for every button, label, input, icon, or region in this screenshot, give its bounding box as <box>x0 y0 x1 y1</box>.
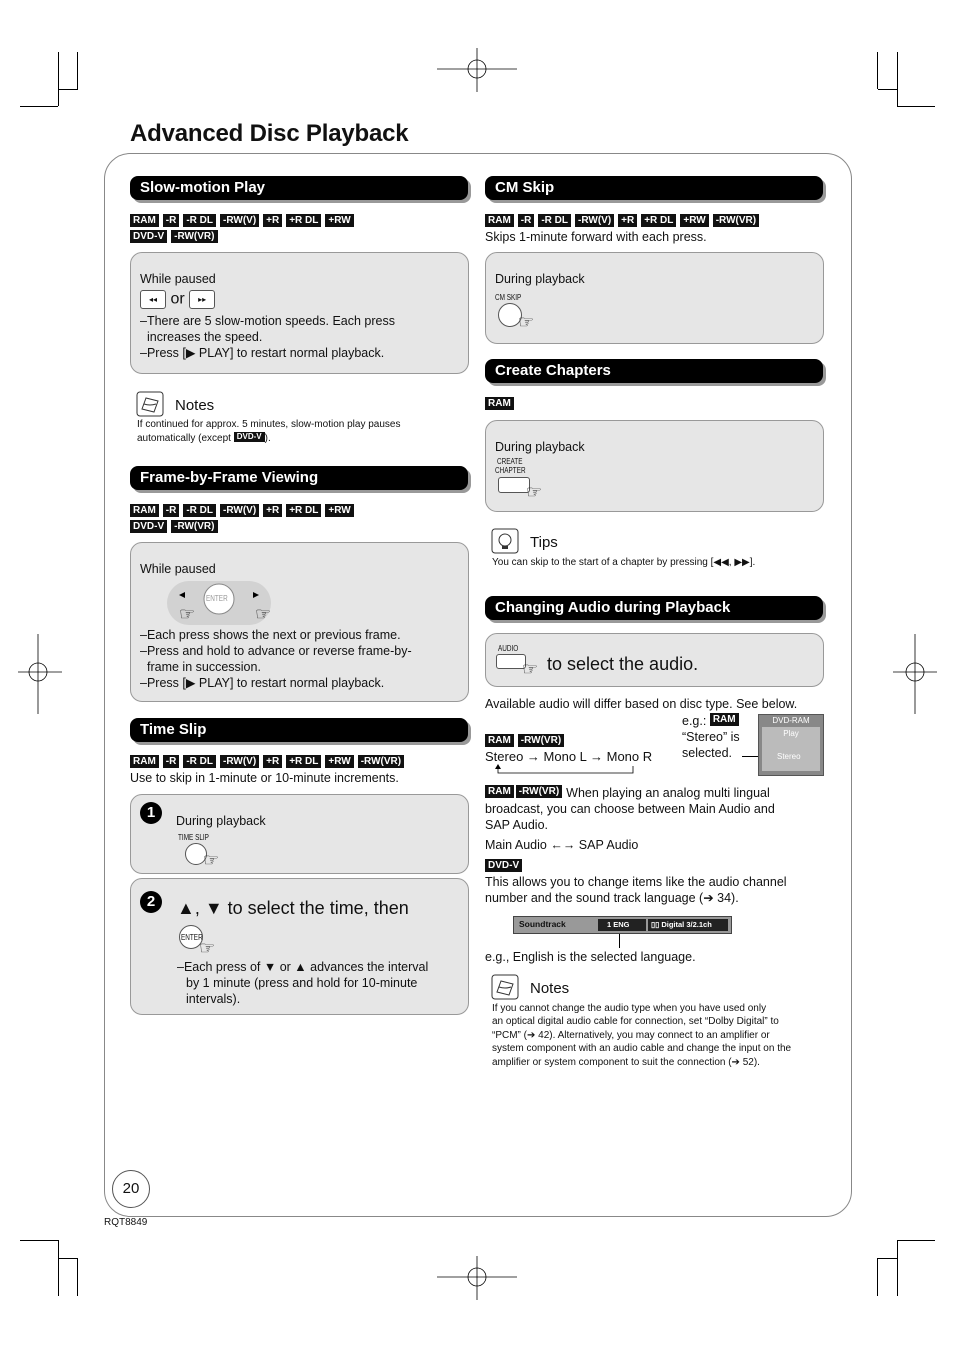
example-label: e.g.: RAM <box>682 713 739 729</box>
disc-tag: DVD-V <box>130 520 167 533</box>
registration-mark-icon <box>893 634 937 714</box>
frame-by-frame-header: Frame-by-Frame Viewing <box>130 466 468 490</box>
slow-motion-note-2: increases the speed. <box>147 330 263 344</box>
disc-tag: +R DL <box>286 755 321 768</box>
create-chapter-button-label-2: CHAPTER <box>495 466 526 475</box>
disc-tag: -RW(VR) <box>171 230 217 243</box>
disc-tag: RAM <box>130 755 159 768</box>
dvdv-text-1: This allows you to change items like the audio channel <box>485 875 787 889</box>
create-chapters-header: Create Chapters <box>485 359 823 383</box>
audio-button-label: AUDIO <box>498 644 519 653</box>
tips-label: Tips <box>530 534 558 551</box>
notes-icon <box>136 391 164 417</box>
tips-lightbulb-icon <box>491 528 519 554</box>
disc-tag: -R <box>163 755 180 768</box>
disc-tag: +R DL <box>286 504 321 517</box>
soundtrack-language: 1 ENG <box>607 920 630 929</box>
multi-lingual-text: RAM -RW(VR) When playing an analog multi lingual broadcast, you can choose between Main Audio and SAP Audio. <box>485 786 775 832</box>
enter-label: ENTER <box>181 933 203 942</box>
frame-by-frame-box <box>130 542 469 702</box>
document-code: RQT8849 <box>104 1217 148 1228</box>
time-slip-step1-box <box>130 794 469 874</box>
disc-tag: -R DL <box>538 214 571 227</box>
disc-tag: +R <box>618 214 637 227</box>
disc-tag: +R DL <box>286 214 321 227</box>
disc-tag: -R DL <box>183 755 216 768</box>
example-line-3: selected. <box>682 746 733 760</box>
disc-tag: RAM <box>485 785 514 798</box>
registration-mark-icon <box>437 48 517 92</box>
disc-tag: -R DL <box>183 214 216 227</box>
step2-note-2: by 1 minute (press and hold for 10-minute <box>186 976 418 990</box>
or-text: or <box>170 290 185 308</box>
audio-instruction-box <box>485 633 824 687</box>
disc-tag: +RW <box>325 504 353 517</box>
create-chapter-button-label-1: CREATE <box>497 457 523 466</box>
dvdv-disc-tag <box>485 859 526 875</box>
disc-tag: DVD-V <box>485 859 522 872</box>
available-audio-text: Available audio will differ based on disc type. See below. <box>485 697 798 711</box>
vr-audio-cycle: Stereo → Mono L → Mono R <box>485 749 653 764</box>
disc-tag: RAM <box>130 504 159 517</box>
osd-value: Stereo <box>777 752 801 761</box>
disc-tag: RAM <box>485 397 514 410</box>
changing-audio-header: Changing Audio during Playback <box>485 596 823 620</box>
cm-skip-button-label: CM SKIP <box>495 293 522 302</box>
create-chapters-box <box>485 420 824 512</box>
time-slip-button-label: TIME SLIP <box>178 833 209 842</box>
soundtrack-label: Soundtrack <box>519 919 566 929</box>
disc-tag: -R DL <box>183 504 216 517</box>
cm-skip-intro: Skips 1-minute forward with each press. <box>485 230 707 244</box>
condition-text: While paused <box>140 562 216 576</box>
slow-buttons <box>140 290 215 309</box>
disc-tag: +R DL <box>641 214 676 227</box>
notes-text-1: If continued for approx. 5 minutes, slow-motion play pauses <box>137 419 401 430</box>
step2-note-3: intervals). <box>186 992 241 1006</box>
hand-pointer-icon: ☞ <box>518 312 535 332</box>
cm-skip-header: CM Skip <box>485 176 823 200</box>
hand-pointer-icon: ☞ <box>255 604 272 624</box>
notes-icon <box>491 974 519 1000</box>
hand-pointer-icon: ☞ <box>526 482 543 502</box>
create-chapters-disc-tags <box>485 397 518 413</box>
disc-tag: -RW(V) <box>220 214 259 227</box>
disc-tag: +R <box>263 504 282 517</box>
notes2-text-3: “PCM” (➔ 42). Alternatively, you may connect to an amplifier or <box>492 1030 770 1041</box>
pointer-line <box>619 934 620 948</box>
disc-tag: -RW(V) <box>220 755 259 768</box>
page-title: Advanced Disc Playback <box>130 120 409 147</box>
disc-tag: -RW(VR) <box>713 214 759 227</box>
example-line-2: “Stereo” is <box>682 730 740 744</box>
frame-disc-tags <box>130 504 460 536</box>
frame-note-2: –Press and hold to advance or reverse frame-by- <box>140 644 412 658</box>
notes2-text-1: If you cannot change the audio type when you have used only <box>492 1003 767 1014</box>
dvdv-text-2: number and the sound track language (➔ 34). <box>485 891 739 905</box>
cm-skip-disc-tags <box>485 214 825 230</box>
main-sap-text: Main Audio ←→ SAP Audio <box>485 838 639 852</box>
disc-tag: DVD-V <box>234 432 265 442</box>
time-slip-intro: Use to skip in 1-minute or 10-minute increments. <box>130 771 399 785</box>
disc-tag: -R <box>518 214 535 227</box>
disc-tag: -RW(VR) <box>518 734 564 747</box>
time-slip-header: Time Slip <box>130 718 468 742</box>
disc-tag: -RW(V) <box>575 214 614 227</box>
notes-label: Notes <box>175 397 215 414</box>
cycle-return-arrow-icon <box>492 764 637 776</box>
disc-tag: -RW(V) <box>220 504 259 517</box>
disc-tag: -R <box>163 504 180 517</box>
disc-tag: DVD-V <box>130 230 167 243</box>
condition-text: While paused <box>140 272 216 286</box>
time-slip-disc-tags <box>130 755 470 771</box>
disc-tag: -RW(VR) <box>171 520 217 533</box>
hand-pointer-icon: ☞ <box>199 938 216 958</box>
vr-disc-tags <box>485 734 568 750</box>
page-number: 20 <box>112 1170 150 1208</box>
osd-display <box>758 714 824 776</box>
condition-text: During playback <box>495 440 585 454</box>
hand-pointer-icon: ☞ <box>179 604 196 624</box>
condition-text: During playback <box>176 814 266 828</box>
registration-mark-icon <box>437 1256 517 1300</box>
step2-instruction: ▲, ▼ to select the time, then <box>177 898 409 918</box>
slow-motion-note-1: –There are 5 slow-motion speeds. Each press <box>140 314 395 328</box>
slow-motion-disc-tags <box>130 214 460 246</box>
disc-tag: RAM <box>130 214 159 227</box>
cm-skip-box <box>485 252 824 344</box>
notes-text-2: automatically (except DVD-V ). <box>137 432 271 444</box>
disc-tag: RAM <box>710 713 739 726</box>
registration-mark-icon <box>18 634 62 714</box>
notes-label: Notes <box>530 980 570 997</box>
soundtrack-format: ▯▯ Digital 3/2.1ch <box>651 920 712 929</box>
slow-motion-box <box>130 252 469 374</box>
osd-title: DVD-RAM <box>772 716 810 725</box>
condition-text: During playback <box>495 272 585 286</box>
disc-tag: RAM <box>485 734 514 747</box>
fast-forward-button-icon: ▸▸ <box>189 290 215 309</box>
disc-tag: +RW <box>325 214 353 227</box>
step-number-badge: 1 <box>140 802 162 824</box>
rewind-button-icon: ◂◂ <box>140 290 166 309</box>
disc-tag: -RW(VR) <box>516 785 562 798</box>
tips-text: You can skip to the start of a chapter by pressing [◀◀, ▶▶]. <box>492 557 756 568</box>
osd-play: Play <box>783 729 799 738</box>
step-number-badge: 2 <box>140 891 162 913</box>
disc-tag: +RW <box>680 214 708 227</box>
audio-instruction-text: to select the audio. <box>547 654 699 674</box>
soundtrack-caption: e.g., English is the selected language. <box>485 950 696 964</box>
hand-pointer-icon: ☞ <box>203 850 220 870</box>
notes2-text-2: an optical digital audio cable for connection, set “Dolby Digital” to <box>492 1016 779 1027</box>
frame-note-4: –Press [▶ PLAY] to restart normal playback. <box>140 676 385 690</box>
notes2-text-5: amplifier or system component to suit the connection (➔ 52). <box>492 1057 760 1068</box>
hand-pointer-icon: ☞ <box>522 659 539 679</box>
step2-note-1: –Each press of ▼ or ▲ advances the interval <box>177 960 429 974</box>
notes2-text-4: system component with an audio cable and change the input on the <box>492 1043 792 1054</box>
disc-tag: +R <box>263 755 282 768</box>
disc-tag: +RW <box>325 755 353 768</box>
frame-note-1: –Each press shows the next or previous frame. <box>140 628 401 642</box>
slow-motion-header: Slow-motion Play <box>130 176 468 200</box>
soundtrack-osd-bar <box>513 916 732 934</box>
slow-motion-note-3: –Press [▶ PLAY] to restart normal playback. <box>140 346 385 360</box>
time-slip-step2-box <box>130 878 469 1015</box>
disc-tag: -RW(VR) <box>358 755 404 768</box>
enter-label: ENTER <box>206 594 228 603</box>
disc-tag: +R <box>263 214 282 227</box>
disc-tag: -R <box>163 214 180 227</box>
frame-note-3: frame in succession. <box>147 660 261 674</box>
disc-tag: RAM <box>485 214 514 227</box>
